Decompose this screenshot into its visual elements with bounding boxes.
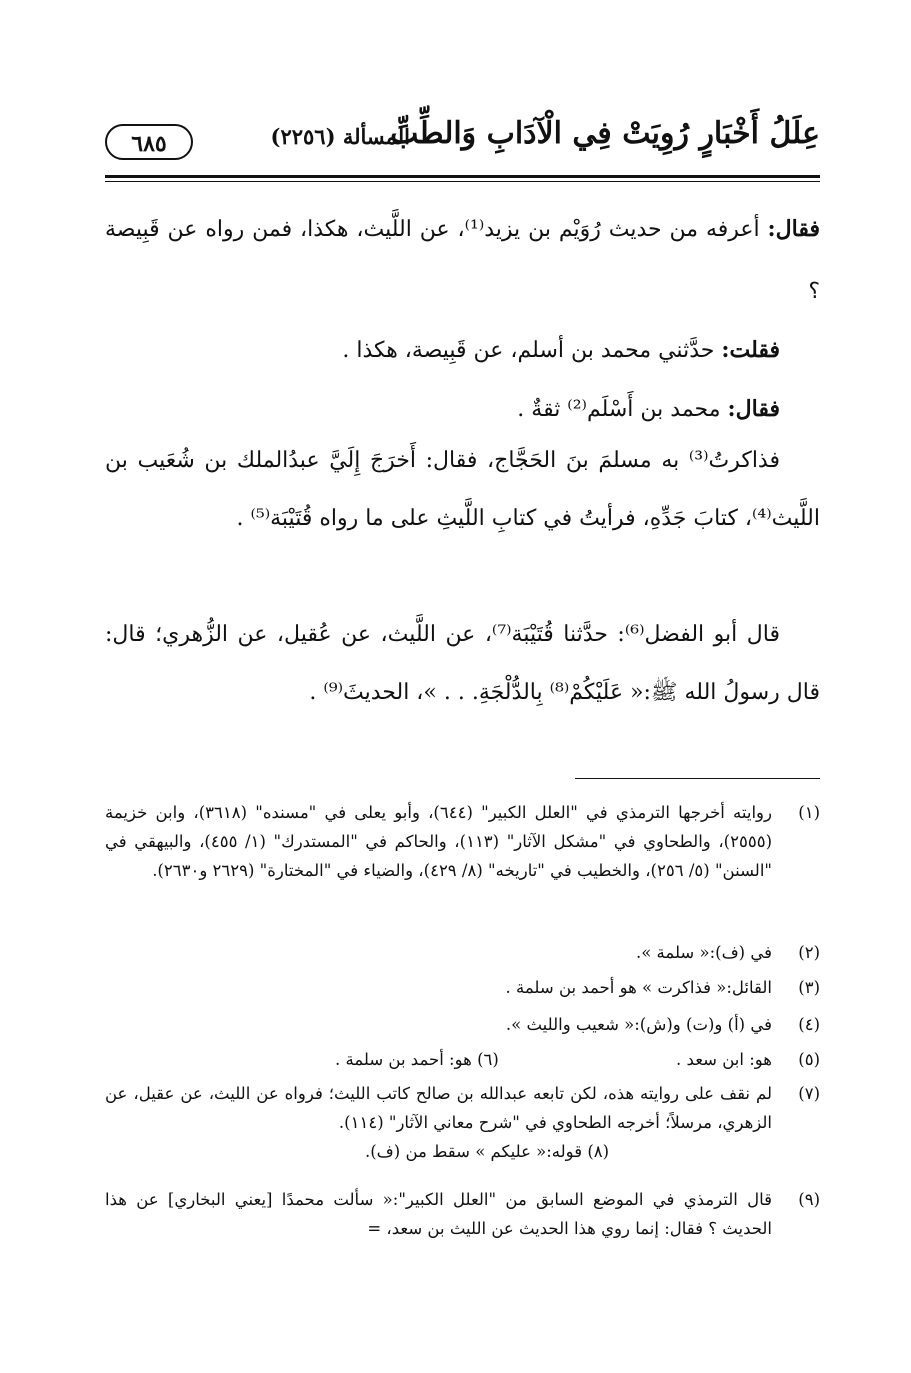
footnote-2 <box>105 938 820 967</box>
question-number: المسألة (٢٢٥٦) <box>270 124 410 149</box>
paragraph-2 <box>105 319 820 382</box>
footnote-number: (٢) <box>798 943 820 962</box>
paragraph-4: فذاكرتُ⁽³⁾ به مسلمَ بنَ الحَجَّاج، فقال: أَخرَجَ إِلَيَّ عبدُالملك بن شُعَيب بن اللَّيث⁽⁴⁾، كتابَ جَدِّهِ، فرأيتُ في كتابِ اللَّيثِ على ما رواه قُتَيْبَة⁽⁵⁾ . <box>105 448 820 531</box>
footnote-5-6 <box>105 1045 820 1074</box>
footnote-number: (١) <box>798 803 820 822</box>
header-rule-thin <box>105 181 820 182</box>
footnote-text: لم نقف على روايته هذه، لكن تابعه عبدالله بن صالح كاتب الليث؛ فرواه عن الليث، عن عقيل، عن الزهري، مرسلاً؛ أخرجه الطحاوي في "شرح معاني الآثار" (١١٤). <box>105 1084 772 1132</box>
footnote-text: في (أ) و(ت) و(ش):« شعيب والليث ». <box>505 1015 772 1034</box>
footnote-number: (٤) <box>798 1015 820 1034</box>
footnote-6 <box>335 1045 499 1074</box>
footnote-number: (٩) <box>798 1190 820 1209</box>
footnote-text: روايته أخرجها الترمذي في "العلل الكبير" (٦٤٤)، وأبو يعلى في "مسنده" (٣٦١٨)، وابن خزيمة (٢٥٥٥)، والطحاوي في "مشكل الآثار" (١١٣)، والحاكم في "المستدرك" (١/ ٤٥٥)، والبيهقي في "السنن" (٥/ ٢٥٦)، والخطيب في "تاريخه" (٨/ ٤٢٩)، والضياء في "المختارة" (٢٦٢٩ و٢٦٣٠). <box>105 803 772 880</box>
footnote-number: (٣) <box>798 978 820 997</box>
footnote-number: (٦) <box>477 1050 499 1069</box>
running-title: عِلَلُ أَخْبَارٍ رُوِيَتْ فِي الْآدَابِ وَالطِّبِّ <box>390 116 820 151</box>
footnote-text: في (ف):« سلمة ». <box>635 943 772 962</box>
footnote-text: هو: ابن سعد . <box>676 1050 772 1069</box>
paragraph-text: أعرفه من حديث رُوَيْم بن يزيد⁽¹⁾، عن اللَّيث، هكذا، فمن رواه عن قَبِيصة ؟ <box>105 217 820 304</box>
paragraph-text: محمد بن أَسْلَم⁽²⁾ ثقةٌ . <box>517 397 721 422</box>
speaker-label: فقلت: <box>721 337 780 363</box>
page-number: ٦٨٥ <box>105 124 193 160</box>
footnote-9 <box>105 1185 820 1243</box>
footnote-separator <box>575 778 820 779</box>
header-rule-thick <box>105 175 820 178</box>
footnote-text: قال الترمذي في الموضع السابق من "العلل الكبير":« سألت محمدًا [يعني البخاري] عن هذا الحديث ؟ فقال: إنما روي هذا الحديث عن الليث بن سعد، = <box>105 1190 772 1238</box>
paragraph-1 <box>105 198 820 323</box>
footnote-text: هو: أحمد بن سلمة . <box>335 1050 472 1069</box>
speaker-label: فقال: <box>767 216 821 242</box>
footnote-number: (٧) <box>798 1084 820 1103</box>
footnote-8 <box>365 1137 609 1166</box>
footnote-4 <box>105 1010 820 1039</box>
footnote-number: (٥) <box>798 1050 820 1069</box>
footnote-text: القائل:« فذاكرت » هو أحمد بن سلمة . <box>505 978 772 997</box>
footnote-7-8 <box>105 1079 820 1161</box>
page-header <box>105 112 820 172</box>
footnote-1 <box>105 798 820 885</box>
paragraph-5: قال أبو الفضل⁽⁶⁾: حدَّثنا قُتَيْبَة⁽⁷⁾، عن اللَّيث، عن عُقيل، عن الزُّهري؛ قال: قال رسولُ الله ﷺ:« عَلَيْكُمْ⁽⁸⁾ بِالدُّلْجَةِ. . . »، الحديثَ⁽⁹⁾ . <box>105 622 820 705</box>
footnote-3 <box>105 973 820 1002</box>
paragraph-text: حدَّثني محمد بن أسلم، عن قَبِيصة، هكذا . <box>342 338 715 363</box>
speaker-label: فقال: <box>727 396 780 422</box>
footnote-text: قوله:« عليكم » سقط من (ف). <box>365 1142 583 1161</box>
footnote-number: (٨) <box>587 1142 610 1161</box>
